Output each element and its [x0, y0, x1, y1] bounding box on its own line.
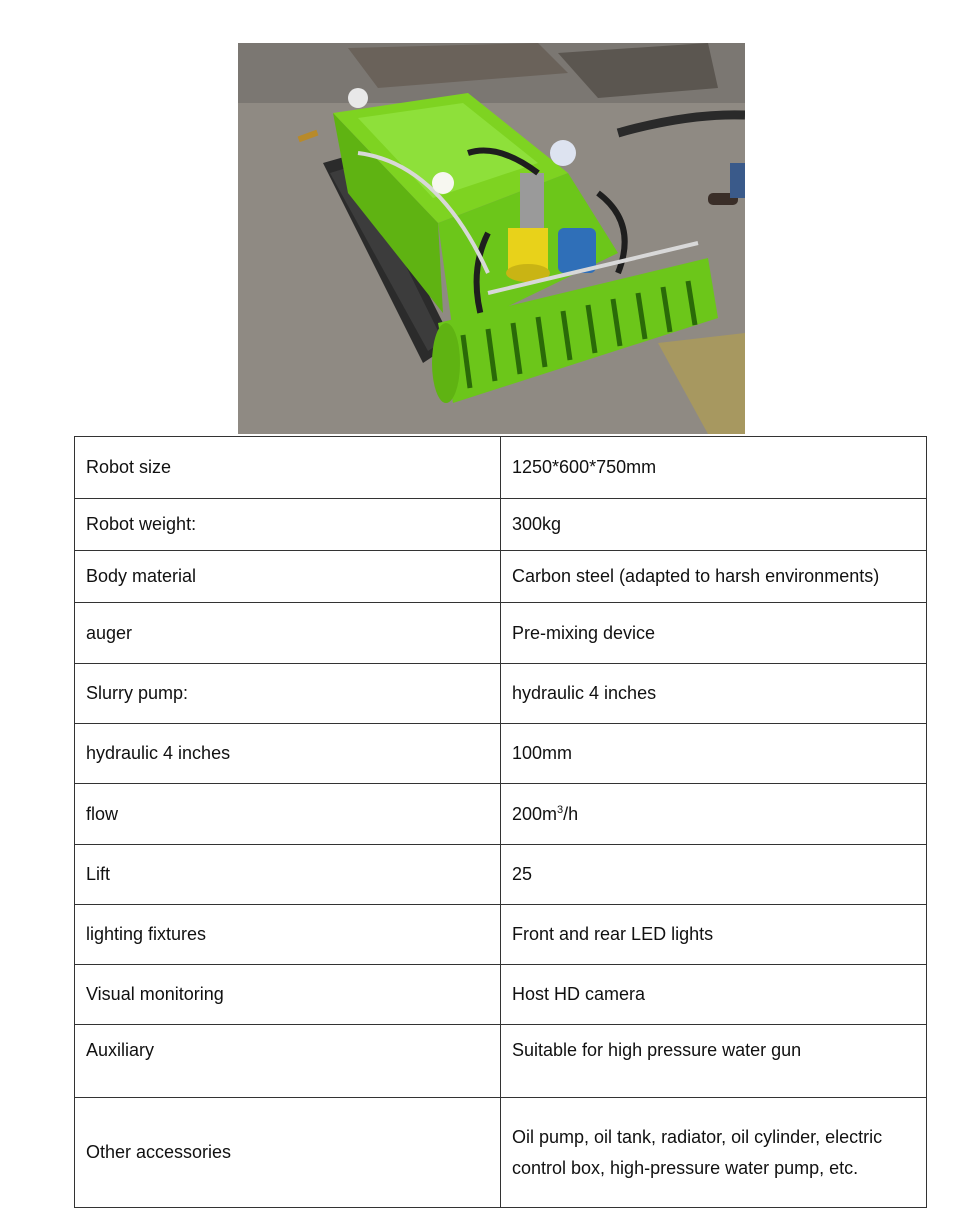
spec-label: Visual monitoring — [75, 965, 501, 1025]
spec-label: Robot size — [75, 437, 501, 499]
spec-label: lighting fixtures — [75, 905, 501, 965]
flow-unit: /h — [563, 803, 579, 824]
table-row — [75, 965, 927, 1025]
spec-table — [74, 436, 927, 1208]
spec-value: Front and rear LED lights — [501, 905, 927, 965]
table-row — [75, 499, 927, 551]
spec-value: hydraulic 4 inches — [501, 664, 927, 724]
table-row — [75, 784, 927, 845]
flow-value: 200m — [512, 803, 558, 824]
spec-value: Carbon steel (adapted to harsh environments) — [501, 551, 927, 603]
spec-value: 100mm — [501, 724, 927, 784]
spec-value: Pre-mixing device — [501, 603, 927, 664]
spec-value — [501, 784, 927, 845]
spec-value: 1250*600*750mm — [501, 437, 927, 499]
slurry-robot-illustration — [238, 43, 745, 434]
spec-label: flow — [75, 784, 501, 845]
table-row — [75, 1098, 927, 1208]
table-row — [75, 724, 927, 784]
spec-label: Other accessories — [75, 1098, 501, 1208]
spec-label: Slurry pump: — [75, 664, 501, 724]
spec-value: Host HD camera — [501, 965, 927, 1025]
spec-value: Oil pump, oil tank, radiator, oil cylinder, electric control box, high-pressure water pump, etc. — [501, 1098, 927, 1208]
spec-label: Lift — [75, 845, 501, 905]
spec-label: Body material — [75, 551, 501, 603]
spec-label: auger — [75, 603, 501, 664]
spec-label: hydraulic 4 inches — [75, 724, 501, 784]
spec-label: Auxiliary — [75, 1025, 501, 1098]
spec-label: Robot weight: — [75, 499, 501, 551]
table-row — [75, 1025, 927, 1098]
spec-value: 25 — [501, 845, 927, 905]
table-row — [75, 664, 927, 724]
table-row — [75, 603, 927, 664]
table-row — [75, 845, 927, 905]
spec-value: 300kg — [501, 499, 927, 551]
flow-exponent: 3 — [557, 803, 564, 816]
table-row — [75, 437, 927, 499]
table-row — [75, 905, 927, 965]
product-photo — [238, 43, 745, 434]
spec-value: Suitable for high pressure water gun — [501, 1025, 927, 1098]
table-row — [75, 551, 927, 603]
